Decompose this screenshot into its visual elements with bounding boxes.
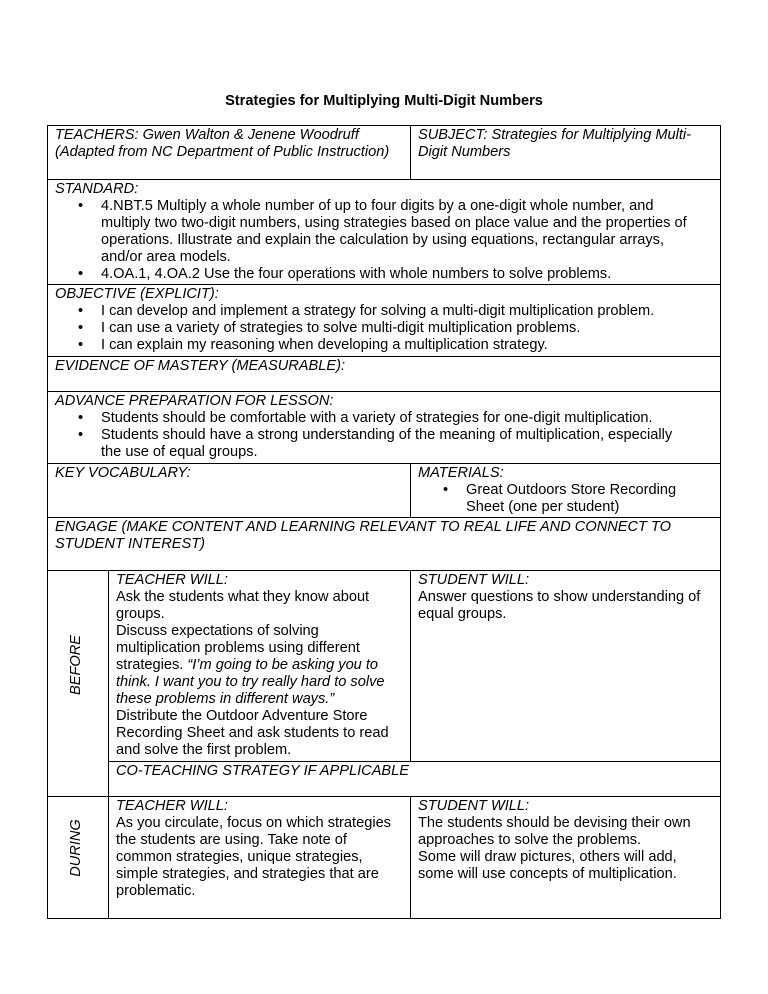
advance-section <box>55 393 715 461</box>
row-divider <box>108 761 721 762</box>
teacher-will-label: TEACHER WILL: <box>116 798 228 814</box>
row-divider <box>47 356 721 357</box>
during-side-label: DURING <box>68 819 84 877</box>
table-border-right <box>720 125 721 919</box>
standard-item: • 4.OA.1, 4.OA.2 Use the four operations with whole numbers to solve problems. <box>78 266 612 282</box>
bullet-icon: • <box>78 427 84 443</box>
column-divider <box>108 570 109 918</box>
row-divider <box>47 570 721 571</box>
row-divider <box>47 284 721 285</box>
bullet-icon: • <box>78 303 84 319</box>
standard-section <box>55 181 715 283</box>
materials-section <box>418 465 718 516</box>
engage-section <box>55 519 671 553</box>
objective-section <box>55 286 715 354</box>
column-divider <box>410 125 411 179</box>
row-divider <box>47 391 721 392</box>
subject-cell <box>418 127 691 161</box>
engage-heading-cont: STUDENT INTEREST) <box>55 536 205 552</box>
evidence-label: EVIDENCE OF MASTERY (MEASURABLE): <box>55 358 346 374</box>
engage-heading: ENGAGE (MAKE CONTENT AND LEARNING RELEVANT TO REAL LIFE AND CONNECT TO <box>55 519 672 535</box>
standard-item: • 4.NBT.5 Multiply a whole number of up to four digits by a one-digit whole number, and multiply two two-digit numbers, using strategies based on place value and the properties of operations. Illustrate and explain the calculation by using equations, rectangular arrays, and/or area models. <box>78 198 687 265</box>
row-divider <box>47 796 721 797</box>
row-divider <box>47 517 721 518</box>
teacher-will-label: TEACHER WILL: <box>116 572 228 588</box>
subject-line-cont: Digit Numbers <box>418 144 511 160</box>
advance-item: • Students should be comfortable with a variety of strategies for one-digit multiplication. <box>78 410 653 426</box>
bullet-icon: • <box>78 337 84 353</box>
teachers-source-line: (Adapted from NC Department of Public Instruction) <box>55 144 390 160</box>
table-border-top <box>47 125 721 126</box>
table-border-bottom <box>47 918 721 919</box>
coteaching-label: CO-TEACHING STRATEGY IF APPLICABLE <box>116 763 410 779</box>
before-teacher-cell: TEACHER WILL: Ask the students what they know about groups. Discuss expectations of solving multiplication problems using different strategies. “I’m going to be asking you to think. I want you to try really hard to solve these problems in different ways.” Distribute the Outdoor Adventure Store Recording Sheet and ask students to read and solve the first problem. <box>116 572 406 759</box>
document-title: Strategies for Multiplying Multi-Digit Numbers <box>225 93 543 109</box>
column-divider <box>410 463 411 517</box>
teachers-cell <box>55 127 389 161</box>
during-student-cell: STUDENT WILL: The students should be devising their own approaches to solve the problems. Some will draw pictures, others will add, some will use concepts of multiplication. <box>418 798 718 883</box>
standard-label: STANDARD: <box>55 181 139 197</box>
objective-item: • I can use a variety of strategies to solve multi-digit multiplication problems. <box>78 320 581 336</box>
bullet-icon: • <box>78 266 84 282</box>
during-teacher-cell: TEACHER WILL: As you circulate, focus on which strategies the students are using. Take note of common strategies, unique strategies, simple strategies, and strategies that are problematic. <box>116 798 406 900</box>
teachers-line: TEACHERS: Gwen Walton & Jenene Woodruff <box>55 127 359 143</box>
objective-item: • I can explain my reasoning when developing a multiplication strategy. <box>78 337 548 353</box>
row-divider <box>47 463 721 464</box>
column-divider <box>410 570 411 761</box>
teacher-quote: think. I want you to try really hard to solve <box>116 674 385 690</box>
advance-label: ADVANCE PREPARATION FOR LESSON: <box>55 393 334 409</box>
advance-item: • Students should have a strong understanding of the meaning of multiplication, especially the use of equal groups. <box>78 427 673 460</box>
materials-label: MATERIALS: <box>418 465 504 481</box>
table-border-left <box>47 125 48 919</box>
teacher-quote: “I’m going to be asking you to <box>187 657 379 673</box>
column-divider <box>410 796 411 918</box>
bullet-icon: • <box>78 198 84 214</box>
subject-line: SUBJECT: Strategies for Multiplying Multi- <box>418 127 692 143</box>
teacher-quote: these problems in different ways.” <box>116 691 335 707</box>
objective-item: • I can develop and implement a strategy for solving a multi-digit multiplication problem. <box>78 303 655 319</box>
before-student-cell: STUDENT WILL: Answer questions to show understanding of equal groups. <box>418 572 718 623</box>
bullet-icon: • <box>78 320 84 336</box>
before-side-label: BEFORE <box>68 635 84 696</box>
student-will-label: STUDENT WILL: <box>418 572 530 588</box>
bullet-icon: • <box>443 482 449 498</box>
materials-item: • Great Outdoors Store Recording Sheet (one per student) <box>443 482 677 515</box>
student-will-label: STUDENT WILL: <box>418 798 530 814</box>
row-divider <box>47 179 721 180</box>
objective-label: OBJECTIVE (EXPLICIT): <box>55 286 219 302</box>
bullet-icon: • <box>78 410 84 426</box>
vocabulary-label: KEY VOCABULARY: <box>55 465 191 481</box>
